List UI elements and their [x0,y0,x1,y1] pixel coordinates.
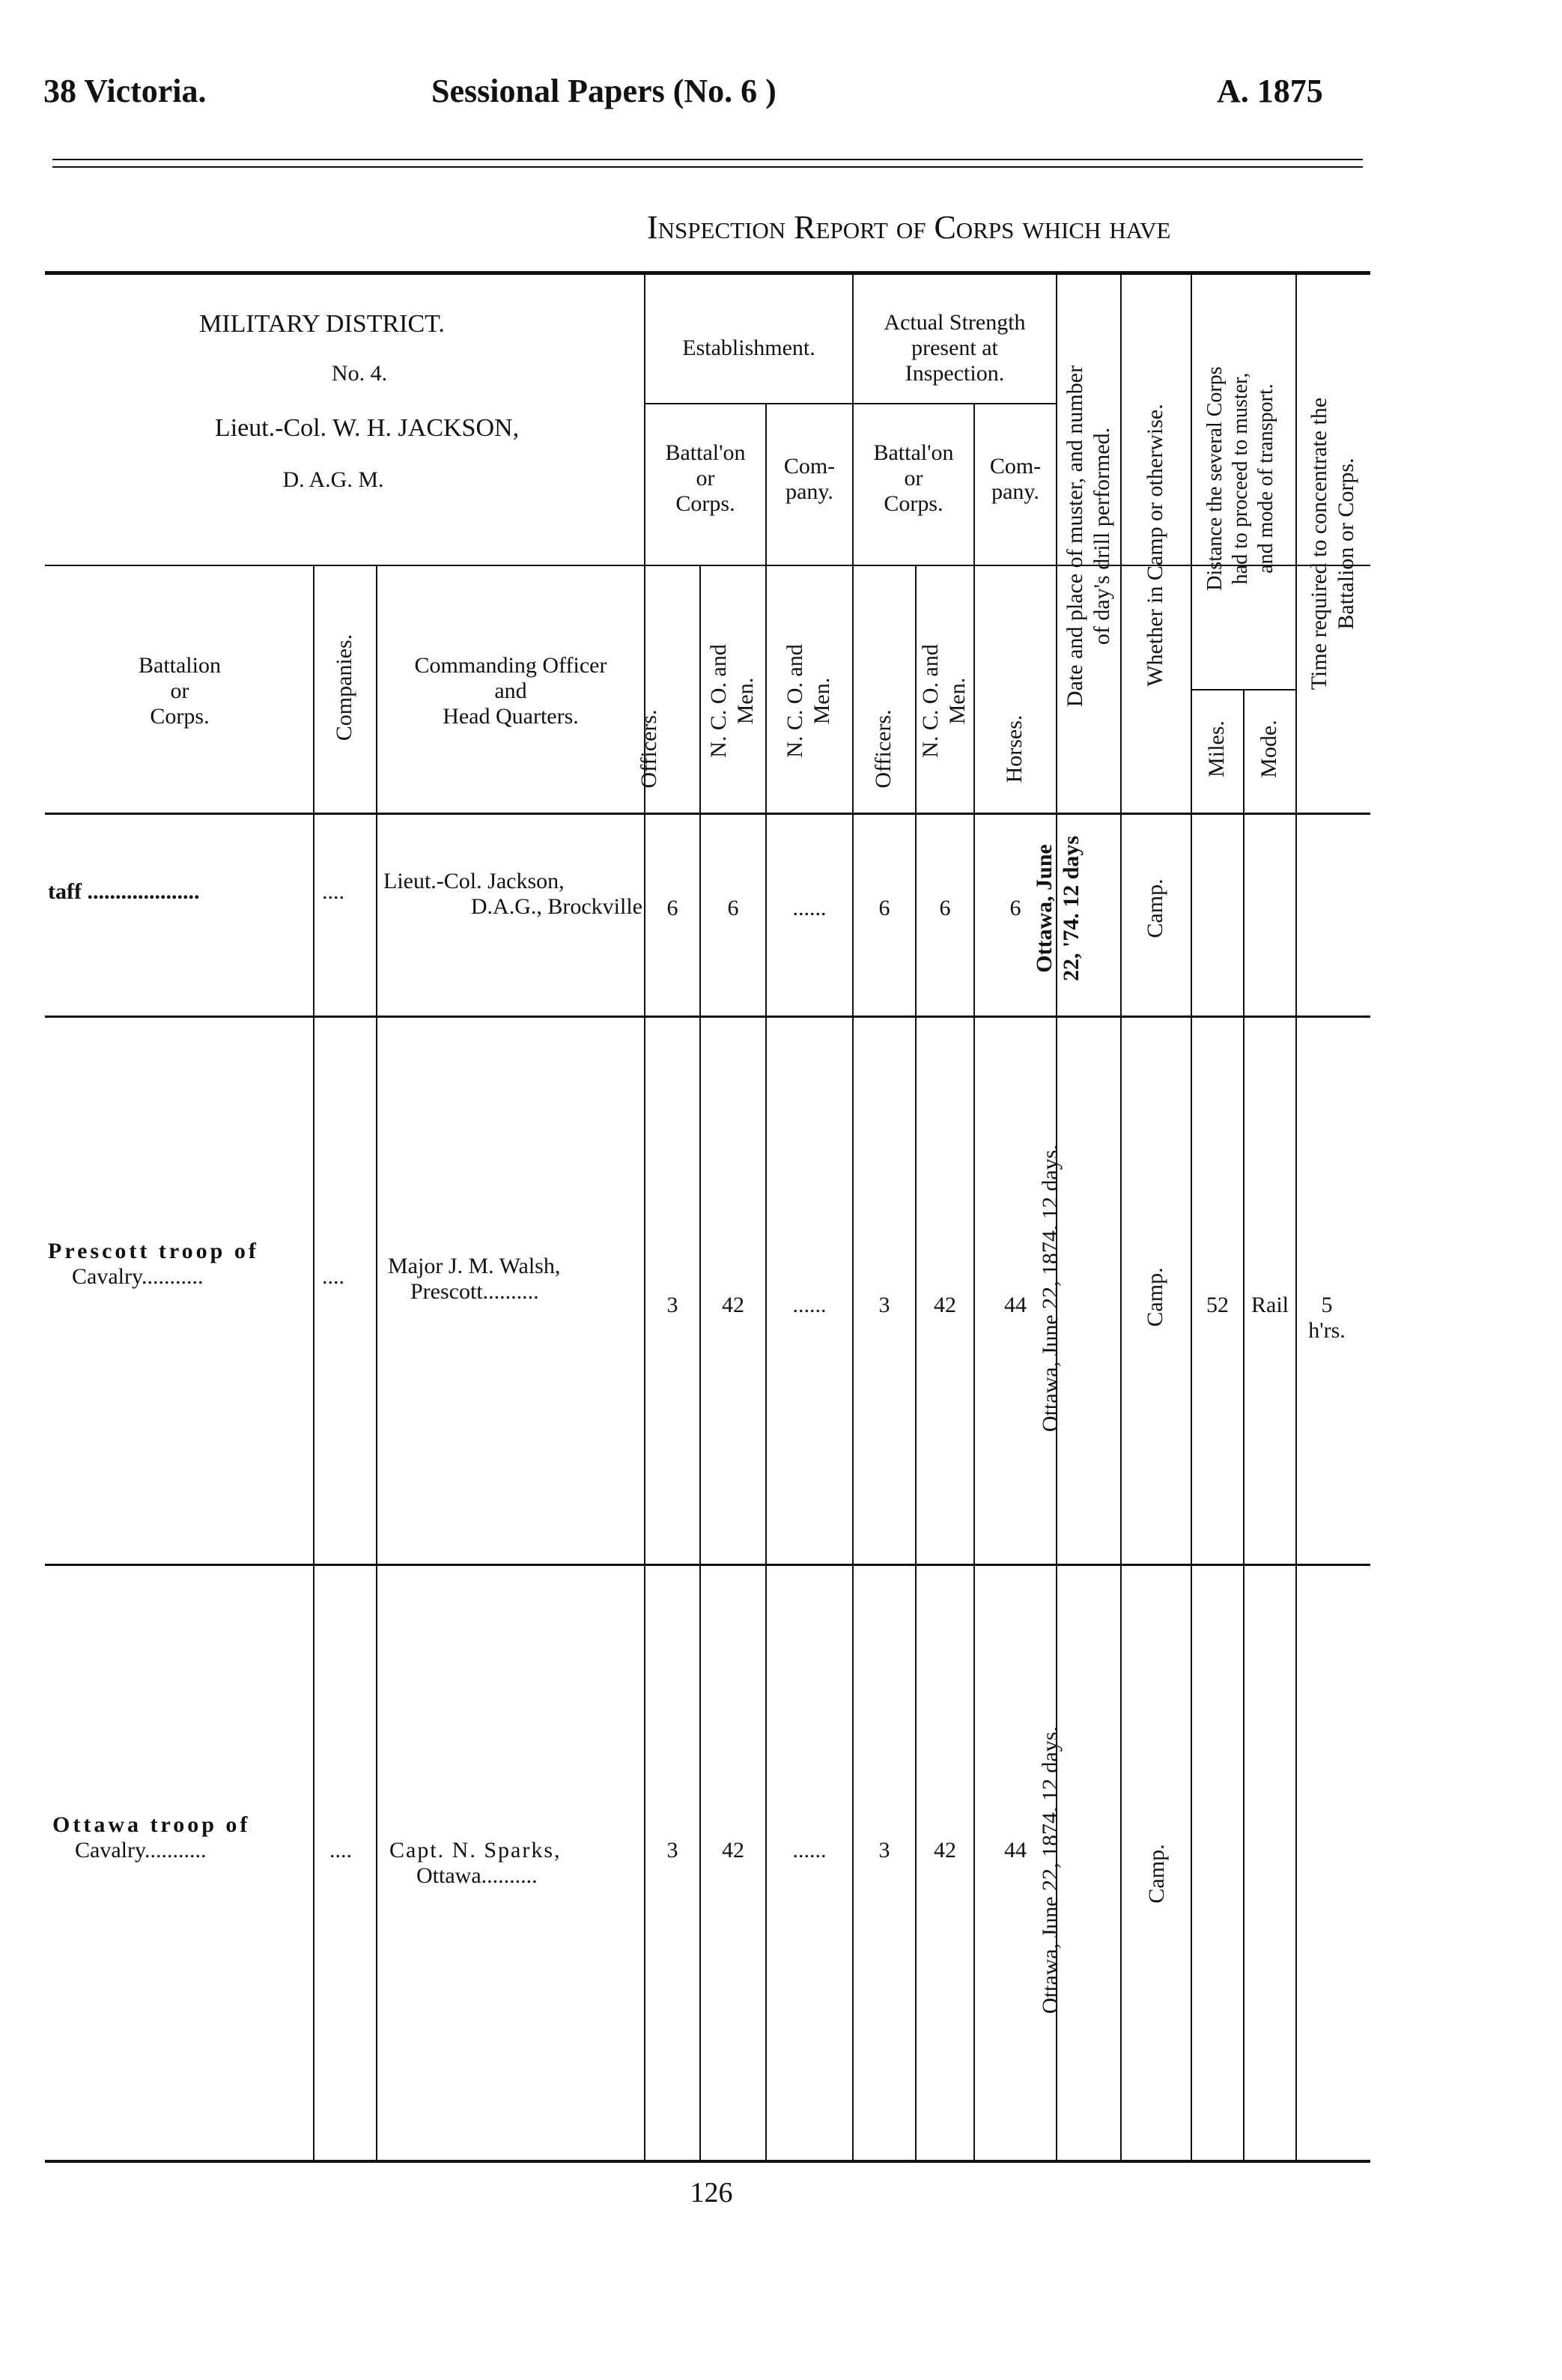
row-2-act-officers: 3 [878,1293,890,1317]
row-3-corps-l2: Cavalry........... [75,1838,207,1863]
est-company-header-l2: pany. [785,479,833,504]
table-top-rule [45,271,1370,275]
row-2-corps-l2: Cavalry........... [72,1264,204,1289]
mode-header: Mode. [1256,720,1281,778]
district-number: No. 4. [331,361,388,386]
row-3-officer-l2: Ottawa.......... [416,1863,538,1888]
battalion-header-l2: or [170,679,189,703]
miles-header: Miles. [1204,720,1229,777]
vrule-horses-left [973,404,975,2160]
act-battalion-header-l3: Corps. [884,491,943,516]
row-rule-2 [45,1564,1370,1566]
est-nco-header-l1: N. C. O. and [706,644,731,758]
row-rule-1 [45,1016,1370,1018]
vrule-distance-left [1191,273,1192,2160]
establishment-header: Establishment. [682,336,815,360]
row-3-est-company: ...... [792,1838,827,1863]
subgroup-rule [644,403,1056,404]
row-3-est-officers: 3 [666,1838,678,1863]
row-3-date: Ottawa, June 22, 1874. 12 days. [1038,1725,1063,2015]
header-volume: 38 Victoria. [43,73,207,109]
act-company-header-l1: Com- [989,454,1042,479]
row-1-est-company: ...... [792,896,827,920]
camp-header: Whether in Camp or otherwise. [1143,404,1167,687]
row-1-officer-l2: D.A.G., Brockville [470,894,642,919]
actual-strength-header-l1: Actual Strength [884,310,1026,335]
row-2-est-nco: 42 [722,1293,744,1317]
battalion-header-l3: Corps. [150,704,210,729]
row-2-companies: .... [322,1264,344,1289]
row-2-time-l1: 5 [1321,1293,1333,1317]
row-2-miles: 52 [1206,1293,1229,1317]
district-heading: MILITARY DISTRICT. [199,310,445,338]
row-2-time-l2: h'rs. [1308,1318,1346,1343]
row-2-est-company: ...... [792,1293,827,1317]
vrule-mode-left [1243,689,1245,2160]
time-header [1306,282,1360,806]
header-sessional-papers: Sessional Papers (No. 6 ) [431,73,777,109]
row-3-act-nco: 42 [934,1838,956,1863]
est-nco-header [705,589,759,813]
commanding-header-l1: Commanding Officer [414,653,607,678]
distance-header-l2: had to proceed to muster, [1229,372,1252,585]
district-rank: D. A.G. M. [282,467,384,492]
table-bottom-rule [45,2160,1370,2163]
vrule-time-left [1295,273,1297,2160]
row-1-date-l2: 22, '74. 12 days [1059,835,1084,982]
distance-header-l3: and mode of transport. [1254,383,1277,574]
vrule-actual-left [852,273,854,2160]
battalion-header-l1: Battalion [139,653,221,678]
vrule-establishment-left [644,273,645,2160]
actual-strength-header-l2: present at [911,336,998,360]
row-1-corps: taff .................... [48,879,200,904]
est-company-nco-header-l1: N. C. O. and [782,644,807,758]
act-battalion-header-l2: or [904,466,923,491]
time-header-l1: Time required to concentrate the [1307,397,1331,690]
row-2-date: Ottawa, June 22, 1874. 12 days. [1038,1144,1063,1433]
row-1-est-nco: 6 [727,896,739,920]
act-nco-header [917,589,971,813]
vrule-est-officers [699,566,701,2160]
vrule-companies-right [376,566,377,2160]
row-3-companies: .... [329,1838,352,1863]
row-3-officer-l1: Capt. N. Sparks, [389,1838,562,1863]
row-2-mode: Rail [1251,1293,1289,1317]
est-battalion-header-l3: Corps. [675,491,735,516]
horses-header: Horses. [1002,714,1027,783]
est-battalion-header-l1: Battal'on [665,440,746,465]
date-place-header-l1: Date and place of muster, and number [1063,365,1087,708]
act-officers-header: Officers. [871,709,896,789]
page-title: Inspection Report of Corps which have [647,209,1171,246]
actual-strength-header-l3: Inspection. [905,361,1005,386]
row-3-horses: 44 [1004,1838,1027,1863]
row-1-act-officers: 6 [878,896,890,920]
row-3-act-officers: 3 [878,1838,890,1863]
row-2-est-officers: 3 [666,1293,678,1317]
date-place-header-l2: of day's drill performed. [1090,427,1114,646]
row-2-corps-l1: Prescott troop of [48,1239,259,1263]
row-3-est-nco: 42 [722,1838,744,1863]
row-1-date-l1: Ottawa, June [1032,844,1057,973]
header-rule-1 [52,159,1363,160]
header-year: A. 1875 [1217,73,1323,109]
row-1-est-officers: 6 [666,896,678,920]
est-company-nco-header-l2: Men. [809,677,834,725]
date-place-header [1062,274,1116,798]
act-company-header-l2: pany. [991,479,1039,504]
row-2-officer-l2: Prescott.......... [410,1279,539,1304]
act-nco-header-l1: N. C. O. and [918,644,943,758]
row-1-companies: .... [322,879,344,904]
row-2-camp: Camp. [1143,1267,1167,1327]
row-1-date [1031,826,1085,991]
est-company-nco-header [782,589,836,813]
companies-header: Companies. [332,634,356,741]
commanding-header-l3: Head Quarters. [443,704,579,729]
row-2-officer-l1: Major J. M. Walsh, [388,1254,561,1278]
row-2-horses: 44 [1004,1293,1027,1317]
est-nco-header-l2: Men. [733,677,758,725]
header-mid-rule [45,565,1370,566]
est-battalion-header-l2: or [696,466,715,491]
est-company-header-l1: Com- [783,454,836,479]
vrule-est-company-left [765,404,767,2160]
header-rule-2 [52,166,1363,168]
row-1-officer-l1: Lieut.-Col. Jackson, [383,869,565,893]
district-officer: Lieut.-Col. W. H. JACKSON, [214,414,520,442]
distance-header-l1: Distance the several Corps [1203,366,1227,591]
act-battalion-header-l1: Battal'on [873,440,954,465]
vrule-companies-left [313,566,314,2160]
row-1-act-nco: 6 [939,896,951,920]
commanding-header-l2: and [494,679,527,703]
time-header-l2: Battalion or Corps. [1334,458,1358,630]
row-3-corps-l1: Ottawa troop of [52,1812,251,1837]
vrule-act-officers [915,566,917,2160]
distance-header [1203,366,1283,591]
row-1-camp: Camp. [1143,878,1167,938]
act-nco-header-l2: Men. [945,677,970,725]
row-1-horses: 6 [1009,896,1021,920]
est-officers-header: Officers. [636,709,661,789]
row-3-camp: Camp. [1144,1844,1169,1904]
page-number: 126 [690,2177,733,2209]
vrule-camp-left [1120,273,1122,2160]
row-2-act-nco: 42 [934,1293,956,1317]
